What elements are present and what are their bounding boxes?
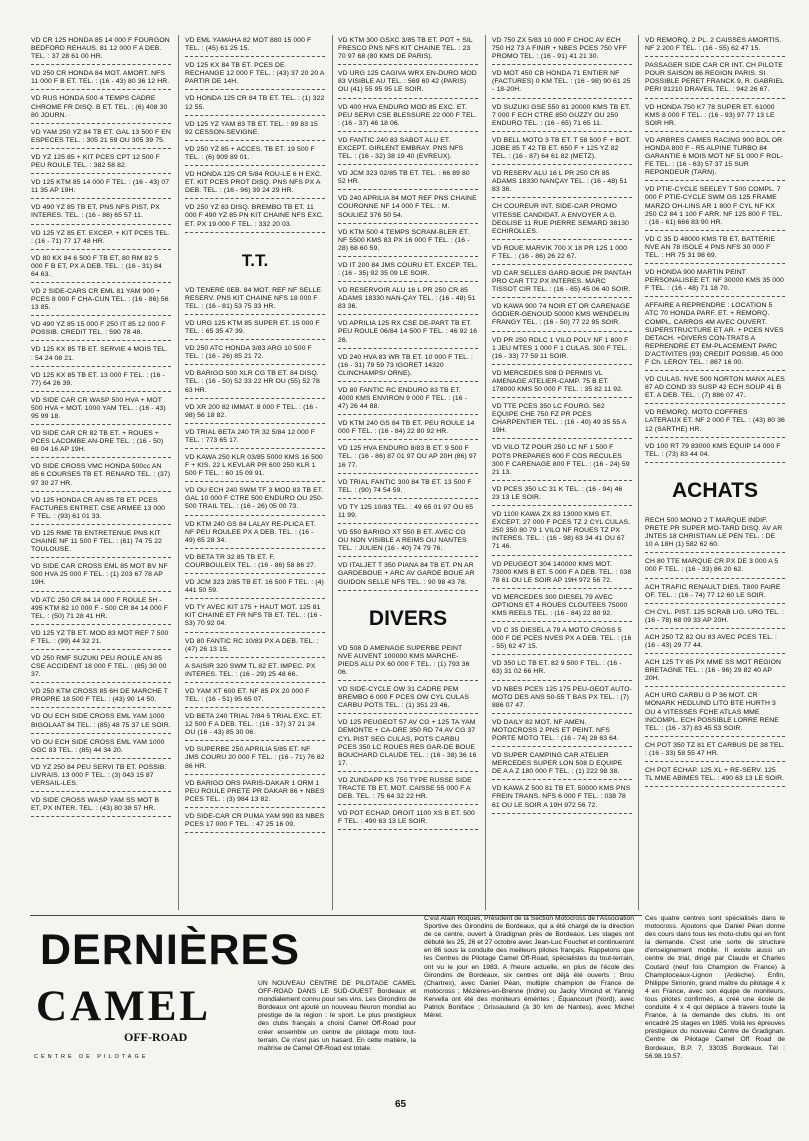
- classified-ad: VD 250 RMF SUZUKI PEU ROULE AN 85 CSE ACCIDENT 18 000 F TEL. : (85) 30 00 37.: [31, 653, 171, 683]
- section-heading: DIVERS: [368, 606, 448, 630]
- classified-ad: VD 125 KX 85 TB ET. SERVIE 4 MOIS TEL. : 54 24 08 21.: [31, 344, 171, 366]
- classified-ad: VD 80 FANTIC RC 10/83 PX A DEB. TEL. : (47) 26 13 15.: [185, 636, 325, 658]
- classified-ad: VD SIDE CAR CR WASP 500 HVA + MOT 500 HVA + MOT. 1000 YAM TEL. : (16 - 43) 95 99 18.: [31, 395, 171, 425]
- classified-ad: VD 125 PEUGEOT 57 AV CG + 125 TA YAM DEMONTE + CA-DRE 350 RD 74 AV CG 37 CYL PIST SEG CULAS, POTS CARBU PCES 350 LC ROUES RES GAR-DE BOUE BOUCHARD CLAUDE TEL. : (16 - 38) 36 16 17.: [338, 717, 478, 772]
- classified-ad: VD BARIGO ORS PARIS-DAKAR 1 ORM 1 PEU ROULE PRETE PR DAKAR 86 + NBES PCES TEL. : (3) 984 13 82.: [185, 778, 325, 808]
- classified-ad: VD APRILIA 125 RX CSE DE-PART TB ET. PEU ROULE 06/84 14 500 F TEL. : 46 92 16 26.: [338, 318, 478, 348]
- classified-ad: AFFAIRE A REPRENDRE : LOCATION 5 ATC 70 HONDA PARF. ET. + REMORQ. COMPL. CARROS 4M AVEC OUVERT. SUPERSTRUCTURE ET AR. + PCES NVES DETACH. +DIVERS CON-TRATS A REPRENDRE ET EM-PLACEMENT PARC D'ACTIVITES (93) CREDIT POSSIB. 45 000 F Ch. LEROY TEL. : 867 16 00.: [645, 300, 785, 371]
- classified-ad: CH POT 350 TZ 81 ET CARBUS DE 38 TEL. : (16 - 33) 58 55 47 HR.: [645, 740, 785, 762]
- classified-ad: ACH TRAFIC RENAULT DIES. T800 FAIRE OF. TEL. : (16 - 74) 77 12 60 LE SOIR.: [645, 582, 785, 604]
- camel-wordmark: CAMEL: [36, 983, 212, 1030]
- classified-ad: VD SUPER CAMPING CAR ATELIER MERCEDES SUPER LON 508 D EQUIPE DE A A Z 180 000 F TEL. : (1) 222 98 38.: [492, 750, 632, 780]
- divider: [178, 35, 179, 910]
- divider: [638, 35, 639, 910]
- classified-ad: VD YZ 250 84 PEU SERVI TB ET. POSSIB. LIVRAIS. 13 000 F TEL. : (3) 043 15 87 VERSAIL-LES.: [31, 762, 171, 792]
- classified-ad: VD YAM 250 YZ 84 TB ET. GAL 13 500 F EN ESPECES TEL. : 305 21 59 OU 305 39 75.: [31, 127, 171, 149]
- classified-ad: VD ARBRES CAMES RACING 900 BOL OR HONDA 800 F - R5 ALPINE TURBO 84 GARANTIE 6 MOIS MOT NF 51 000 F ROL-FE TEL. : (16 - 63) 57 37 15 SUR REPONDEUR (TARN).: [645, 135, 785, 181]
- classified-ad: VD PTIE-CYCLE SEELEY T 500 COMPL. 7 000 F PTIE-CYCLE SWM GS 125 FRAME MARZO OH-LINS AR 1 800 F CYL NF KX 250 C2 84 1 100 F ARR. NF 125 800 F TEL. : (16 - 61) 666 83 90 HR.: [645, 184, 785, 230]
- classified-ad: VD 550 BARIGO XT 550 B ET. AVEC CG OU NON VISIBLE A REIMS OU NANTES TEL. : JULIEN (16 - 40) 74 79 76.: [338, 527, 478, 557]
- classified-ad: VD TY AVEC KIT 175 + HAUT MOT. 125 81 KIT CHAINE ET FR NFS TB ET. TEL. : (16 - 53) 70 92 04.: [185, 602, 325, 632]
- classified-ad: VD CAR SELLES GARD-BOUE PR PANTAH PRO CAR TT2 PX INTERES. MARC TISSOT CIR TEL. : (16 - 65) 45 06 40 SOIR.: [492, 268, 632, 298]
- classified-ad: VD 2 SIDE-CARS CR EML 81 YAM 900 + PCES 8 000 F CHA-CUN TEL. : (16 - 86) 56 13 85.: [31, 286, 171, 316]
- classified-ad: A SAISIR 320 SWM TL 82 ET. IMPEC. PX INTERES. TEL. : (16 - 29) 25 48 66.: [185, 661, 325, 683]
- classified-ad: VD EML YAMAHA 82 MOT 880 15 000 F TEL. : (45) 61 25 15.: [185, 35, 325, 57]
- classified-ad: VD 125 YZ YAM 83 TB ET. TEL. : 99 83 15 92 CESSON-SEVIGNE.: [185, 119, 325, 141]
- classified-ad: VD SIDE-CAR CR PUMA YAM 990 83 NBES PCES 17 000 F TEL. : 47 25 16 09.: [185, 811, 325, 833]
- classified-ad: VD HONDA 900 MARTIN PEINT PERSONALISEE ET. NF 30000 KMS 35 000 F TEL. : (16 - 48) 71 18 70.: [645, 267, 785, 297]
- classified-ad: VD OU ECH SIDE CROSS EML YAM 1000 BIGOLAAT 84 TEL. : (85) 48 75 37 LE SOIR.: [31, 711, 171, 733]
- classified-ad: RECH 500 MONO 2 T MARQUE INDIF. PRETE PR SUPER MO-TARD DISQ. AV AR JNTES 18 CHRISTIAN LE PEN TEL. : DE 10 A 18H (1) 582 62 60.: [645, 515, 785, 553]
- classified-ad: VD 490 YZ 85 15 000 F 250 IT 85 12 000 F POSSIB. CREDIT TEL. : 590 78 48.: [31, 319, 171, 341]
- classified-ad: ACH 125 TY 85 PX MME SS MOT REGION BRETAGNE TEL. : (16 - 96) 29 82 40 AP 20H.: [645, 657, 785, 687]
- dernieres-right: Ces quatre centres sont spécialisés dans le motocross. Ajoutons que Daniel Péan donne des cours dans tous les moto-clubs qui en font la demande. C'est une sorte de structure d'enseignement mobile. Il existe aussi un centre de trial, dirigé par Claude et Charles Coutard (neuf fois Champion de France) à Champtoceaux-Lignon (Ardèche). Enfin, Philippe Simonin, grand maître du pilotage 4 x 4 en France, avec son équipe de moniteurs, tous pilotes confirmés, a créé une école de conduite 4 x 4 qui déplace à travers toute la France, à la demande des clubs. Ils ont encadré 25 stages en 1985. Voilà les épreuves prestigieux du nouveau Centre de Gradignan. Centre de Pilotage Camel Off Road de Bordeaux, B.P. 7, 33035 Bordeaux. Tél : 56.98.19.57.: [645, 915, 785, 1060]
- classified-ad: VD 508 D AMENAGE SUPERBE PEINT NVE AUVENT 100000 KMS MARCHE-PIEDS ALU PX 60 000 F TEL. : (1) 793 36 06.: [338, 643, 478, 681]
- classified-ad: VD BARIGO 500 XLR CG TB ET. 84 DISQ. TEL. : (16 - 50) 52 33 22 HR OU (55) 52 78 63 HR.: [185, 368, 325, 398]
- classified-ad: VD 240 HVA 83 WR TB ET. 10 000 F TEL. : (16 - 31) 79 59 73 IGORET 14320 CLINCHAMPS/ ORNE).: [338, 352, 478, 382]
- camel-logo: [30, 982, 245, 1067]
- classified-ad: VD KTM 240 GS 84 LALAY RE-PLICA ET. NF PEU ROULEE PX A DEB. TEL. : (16 - 49) 65 28 34.: [185, 519, 325, 549]
- classified-ad: VD YZ 125 85 + KIT PCES CPT 12 500 F PEU ROULE TEL. : 382 58 82.: [31, 152, 171, 174]
- classified-ad: ACH 250 TZ 82 OU 83 AVEC PCES TEL. : (16 - 43) 29 77 44.: [645, 632, 785, 654]
- classified-ad: VD RESERVOIR ALU 16 L PR 250 CR 85 ADAMS 18330 NAN-ÇAY TEL. : (16 - 48) 51 83 36.: [338, 285, 478, 315]
- classified-ad: VD PEUGEOT 304 140000 KMS MOT. 73000 KMS B ET. 5 000 F A DEB. TEL. : 038 78 61 OU LE SOIR AP 19H 972 56 72.: [492, 559, 632, 589]
- logo-sub: OFF-ROAD: [124, 1030, 188, 1044]
- classified-ad: VD CULAS. NVE 500 NORTON MANX ALES 87 AD COND 33 SUSP 42 ECH SOUP 41 B ET. A DEB. TEL. : (7) 886 07 47.: [645, 374, 785, 404]
- classified-ad: VD PR 250 RDLC 1 VILO POLY NF 1 800 F 1 JEU MTES 1 000 F 1 CULAS. 300 F TEL. : (16 - 33) 77 59 11 SOIR.: [492, 335, 632, 365]
- classified-ad: VD TENERE 0EB. 84 MOT. REF NF SELLE RESERV. PNS KIT CHAINE NFS 18 000 F TEL. : (16 - 81) 53 75 33 HR.: [185, 285, 325, 315]
- classified-ad: VD JCM 323 2/85 TB ET. 16 500 F TEL. : (4) 441 50 59.: [185, 577, 325, 599]
- classified-ad: VD ATC 250 CR 84 14 000 F ROULE 5H - 495 KTM 82 10 000 F - 500 CR 84 14 000 F TEL. : (50) 71 28 41 HR.: [31, 595, 171, 625]
- classified-ad: VD BETA TR 32 85 TB ET. F, COURBOULEIX TEL. : (16 - 86) 58 86 27.: [185, 552, 325, 574]
- classified-ad: VD ITALJET T 350 PIANA 84 TB ET. PN AR GARDEBOUE + ARC AV GARDE BOUE AR GUIDON SELLE NFS TEL. : 90 98 43 78.: [338, 560, 478, 590]
- classified-ad: VD BELL MOTO 3 TB ET. T 58 500 F + BOT. JOBE 85 T 42 TB ET. 650 F + 125 YZ 82 TEL. : (16 - 87) 64 61 82 (METZ).: [492, 135, 632, 165]
- classified-ad: VD 80 FANTIC RC ENDURO 83 TB ET. 4000 KMS ENVIRON 9 000 F TEL. : (16 - 47) 26 44 88.: [338, 385, 478, 415]
- classified-ad: VD KTM 500 4 TEMPS SCRAM-BLER ET. NF 5500 KMS 83 PX 16 000 F TEL. : (16 - 28) 68 60 59.: [338, 227, 478, 257]
- classified-ad: VD TRIAL BETA 240 TR 32 5/84 12 000 F TEL. : 773 65 17.: [185, 427, 325, 449]
- classified-ad: VD URG 125 KTM 85 SUPER ET. 15 000 F TEL. : 65 35 47 39.: [185, 318, 325, 340]
- classified-ad: VD ROUE MARVIK 700 X 18 PR 125 1 000 F TEL. : (16 - 86) 26 22 67.: [492, 243, 632, 265]
- classified-ad: VD CR 125 HONDA 85 14 000 F FOURGON BEDFORD REHAUS. 81 12 000 F A DEB. TEL. : 37 28 61 00 HR.: [31, 35, 171, 65]
- divider: [332, 35, 333, 910]
- classified-ad: VD 125 KX 85 TB ET. 13 000 F TEL. : (16 - 77) 64 26 39.: [31, 370, 171, 392]
- col-2: [185, 35, 325, 836]
- classified-ad: VD RESERV ALU 16 L PR 250 CR 85 ADAMS 18330 NANÇAY TEL. : (16 - 48) 51 83 36.: [492, 168, 632, 198]
- classified-ad: VD C 35 D 48000 KMS TB ET. BATTERIE NVE AN 78 ISOLE 4 PNS NFS 30 000 F TEL. : HR 75 31 98 69.: [645, 234, 785, 264]
- classified-ad: VD 490 YZ 85 TB ET, PNS NFS PIST, PX INTERES. TEL. : (16 - 86) 65 57 11.: [31, 202, 171, 224]
- classified-ad: VD 350 LC TB ET. 82 9 500 F TEL. : (16 - 63) 31 02 66 HR.: [492, 658, 632, 680]
- classified-ad: VD MERCEDES 300 DIESEL 79 AVEC OPTIONS ET 4 ROUES CLOUTEES 75000 KMS REELS TEL. : (16 - 84) 22 80 92.: [492, 592, 632, 622]
- classified-ad: VD PCES 350 LC 31 K TEL. : (16 - 94) 46 23 13 LE SOIR.: [492, 484, 632, 506]
- classified-ad: PASSAGER SIDE CAR CR INT. CH PILOTE POUR SAISON 86 REGION PARIS. SI POSSIBLE PERET FRANCK 9, R. GABRIEL PERI 91210 DRAVEIL TEL. : 942 26 67.: [645, 60, 785, 98]
- divider: [485, 35, 486, 910]
- classified-ad: VD 240 APRILIA 84 MOT REF PNS CHAINE COURONNE NF 14 000 F TEL. : M. SOULIEZ 376 50 54.: [338, 193, 478, 223]
- classified-ad: VD 125 YZ TB ET. MOD 83 MOT REF 7 500 F TEL. : (99) 44 32 21.: [31, 628, 171, 650]
- classified-ad: CH CYL. PIST. 125 SCRAB LIG. URG TEL. : (16 - 78) 68 09 33 AP 20H.: [645, 607, 785, 629]
- classified-ad: VD 250 YZ 85 + ACCES. TB ET. 19 500 F TEL. : (6) 909 89 01.: [185, 144, 325, 166]
- dernieres-middle: C'est Alain Roques, Président de la Section Motocross de l'Association Sportive des Girondins de Bordeaux, qui a été chargé de la direction de ce centre, ouvert à Gradignan près de Bordeaux. Les stages ont débuté les 25, 26 et 27 octobre avec Jean-Luc Fouchet et continueront en 86 sous la conduite des meilleurs pilotes français. Rappelons que les Centres de Pilotage Camel Off-Road, spécialistes du tout-terrain, ont vu le jour en 1983. A l'heure actuelle, en plus de l'école des Girondins de Bordeaux, six centres ont déjà été ouverts : Brou (Chartres), avec Daniel Péan, multiple champion de France de motocross ; Mézières-en-Brenne (Indre) ou Jacky Vimond et Yannig Kervella ont été des moniteurs émérites ; Équancourt (Nord), avec Patrick Boniface ; Grissauland (à 30 km de Nantes), avec Michel Mérel.: [424, 915, 634, 1020]
- classified-ad: VD VILO TZ POUR 250 LC NF 1 500 F POTS PREPARES 600 F COS RECULES 300 F CARENAGE 800 F TEL. : (16 - 24) 59 21 13.: [492, 442, 632, 480]
- classified-ad: VD SIDE-CYCLE OW 31 CADRE PEM BREMBO 6 000 F PCES OW CYL CULAS CARBU POTS TEL. : (1) 351 23 46.: [338, 684, 478, 714]
- classified-ad: VD URG 125 CAGIVA WRX EN-DURO MOD 83 VISIBLE AU TEL. : 569 60 42 (PARIS) OU (41) 55 95 95 LE SOIR.: [338, 68, 478, 98]
- classified-ad: VD 125 KX 84 TB ET. PCES DE RECHANGE 12 000 F TEL. : (43) 37 20 20 A PARTIR DE 14H.: [185, 60, 325, 90]
- classified-ad: VD XR 200 82 IMMAT. 8 000 F TEL. : (16 - 98) 56 18 82.: [185, 402, 325, 424]
- classified-ad: VD POT ECHAP. DROIT 1100 XS B ET. 500 F TEL. : 490 63 13 LE SOIR.: [338, 808, 478, 830]
- classified-ad: VD KTM 300 GSXC 3/85 TB ET. POT + SIL FRESCO PNS NFS KIT CHAINE TEL. : 23 70 97 68 (80 KMS DE PARIS).: [338, 35, 478, 65]
- classified-ad: CH 80 TTE MARQUE CR PX DE 3 000 A 5 000 F TEL. : (16 - 33) 86 20 62.: [645, 556, 785, 578]
- classified-ad: VD 250 KTM CROSS 85 6H DE MARCHE T PROPRE 18 500 F TEL. : (43) 90 14 50.: [31, 686, 171, 708]
- classified-ad: VD 250 ATC HONDA 3/83 ARG 10 500 F TEL. : (16 - 26) 85 21 72.: [185, 343, 325, 365]
- dernieres-title: DERNIÈRES: [40, 926, 300, 974]
- classified-ad: VD MERCEDES 508 D PERMIS VL AMENAGE ATELIER-CAMP. 75 B ET. 178000 KMS 50 000 F TEL. : 35 82 11 92.: [492, 368, 632, 398]
- classified-ad: VD MOT 450 CB HONDA 71 ENTIER NF (FACTURES) 0 KM TEL. : (16 - 98) 90 61 25 - 18-20H.: [492, 68, 632, 98]
- col-5: [645, 35, 785, 790]
- classified-ad: CH COUREUR INT. SIDE-CAR PROMO VITESSE CANDIDAT. A ENVOYER A G. DEGLISE 11 RUE PIERRE SEMARD 38130 ECHIROLLES.: [492, 201, 632, 239]
- classified-ad: VD 1100 KAWA ZX 83 13000 KMS ET. EXCEPT. 27 000 F PCES TZ 2 CYL CULAS. 250 350 80 79 1 VILO NF ROUES TZ PX INTERES. TEL. : (16 - 98) 63 34 41 OU 67 71 46.: [492, 509, 632, 555]
- col-4: [492, 35, 632, 817]
- classified-ad: VD NBES PCES 125 175 PEU-GEOT AUTO-MOTO DES ANS 50-55 T BAS PX TEL. : (7) 886 07 47.: [492, 684, 632, 714]
- classified-ad: VD OU ECH SIDE CROSS EML YAM 1000 GGC 83 TEL. : (85) 44 34 20.: [31, 737, 171, 759]
- classified-ad: VD KAWA 250 KLR 03/85 5000 KMS 16 500 F + KIS. 22 L KEVLAR PR 600 250 KLR 1 500 F TEL. : 60 15 09 91.: [185, 452, 325, 482]
- classified-ad: VD ZUNDAPP KS 750 TYPE RUSSE SIDE TRACTE TB ET. MOT. CAISSE 55 000 F A DEB. TEL. : 75 64 32 22 HR.: [338, 775, 478, 805]
- classified-ad: VD DAILY 82 MOT. NF AMEN. MOTOCROSS 2 PNS ET PEINT. NFS PORTE MOTO TEL. : (16 - 74) 28 63 64.: [492, 717, 632, 747]
- classified-ad: VD 80 KX 84 6 500 F TB ET, 80 RM 82 5 000 F B ET, PX A DEB. TEL. : (16 - 31) 84 64 63.: [31, 253, 171, 283]
- classified-ad: VD KAWA Z 500 81 TB ET. 50000 KMS PNS FREIN TRANS. NFS 6 000 F TEL. : 038 78 61 OU LE SOIR A 19H 972 56 72.: [492, 783, 632, 813]
- classified-ad: VD HONDA 125 CR 84 TB ET. TEL. : (1) 322 12 55.: [185, 93, 325, 115]
- classified-ad: VD SIDE CAR CROSS EML 85 MOT BV NF 500 HVA 25 000 F TEL. : (1) 203 67 78 AP 19H.: [31, 561, 171, 591]
- classified-ad: VD 250 YZ 83 DISQ. BREMBO TB ET. 11 000 F 490 YZ 85 PN KIT CHAINE NFS EXC. ET. PX 19 000 F TEL. : 332 20 03.: [185, 202, 325, 232]
- col-3: [338, 35, 478, 833]
- dernieres-intro: UN NOUVEAU CENTRE DE PILOTAGE CAMEL OFF-ROAD DANS LE SUD-OUEST Bordeaux et mondialement connu pour ses vins. Les Girondins de Bordeaux ont ajouté un nouveau fleuron mondial au prestige de la région : le sport. Le plus prestigieux des clubs français a choisi Camel Off-Road pour créer ensemble un centre de pilotage moto tout-terrain. Ce n'est pas un hasard. En cette matière, la maîtrise de Camel Off-Road est totale.: [258, 980, 416, 1052]
- page-number: 65: [395, 1099, 407, 1110]
- classified-ad: VD SUPERBE 250 APRILIA 5/85 ET. NF JMS COURU 20 000 F TEL. : (16 - 71) 76 62 86 HR.: [185, 744, 325, 774]
- classified-ad: VD FANTIC 240 83 SABOT ALU ET. EXCEPT. GIRLENT EMBRAY. PNS NFS TEL. : (16 - 32) 38 19 40 (EVREUX).: [338, 135, 478, 165]
- classified-ad: VD 100 RT 79 83000 KMS EQUIP 14 000 F TEL. : (73) 83 44 04.: [645, 441, 785, 463]
- classified-ad: VD HONDA 125 CR 5/84 ROU-LE 6 H EXC. ET. KIT PCES PROT DISQ. PNS NFS PX A DEB. TEL. : (16 - 96) 39 24 29 HR.: [185, 169, 325, 199]
- classified-ad: CH POT ECHAP. 125 XL + RE-SERV. 125 TL MME ABIMES TEL. : 490 63 13 LE SOIR.: [645, 765, 785, 787]
- classified-ad: VD IT 200 84 JMS COURU ET. EXCEP. TEL. : (16 - 35) 92 35 09 LE SOIR.: [338, 260, 478, 282]
- classified-ad: VD TRIAL FANTIC 300 84 TB ET. 13 500 F TEL. : (90) 74 54 59.: [338, 477, 478, 499]
- classified-ad: ACH URG CARBU G P 36 MOT. CR MONARK HEDLUND LITO BTE HURTH 3 OU 4 VITESSES FCHE ATLAS MME INCOMPL. ECH POSSIBLE LORRE RENE TEL. : (16 - 37) 83 45 53 SOIR.: [645, 690, 785, 736]
- logo-tag: CENTRE DE PILOTAGE: [34, 1054, 149, 1060]
- classified-ad: VD HONDA 750 K7 78 SUPER ET. 61000 KMS 8 000 F TEL. : (16 - 93) 97 77 13 LE SOIR HR.: [645, 102, 785, 132]
- classified-ad: VD 125 HVA ENDURO 8/83 B ET. 9 500 F TEL. : (16 - 86) 87 01 97 OU AP 20H (86) 97 16 77.: [338, 443, 478, 473]
- classified-ad: VD SIDE CROSS WASP YAM SS MOT B ET, PX INTER. TEL. : (43) 80 38 57 HR.: [31, 795, 171, 817]
- classified-ad: VD KAWA 900 74 NOIR ET OR CARENAGE GODIER-GENOUD 50000 KMS WENDELIN FRANGY TEL. : (16 - 50) 77 22 95 SOIR.: [492, 301, 632, 331]
- classified-ad: VD SUZUKI GSE 550 81 20000 KMS TB ET. 7 000 F ECH CTRE 850 GUZZY OU 250 ENDURO TEL. : (16 - 65) 71 65 11.: [492, 102, 632, 132]
- classified-ad: VD SIDE CAR CR 82 TB ET. + ROUES + PCES LACOMBE AN-DRE TEL. : (16 - 50) 69 04 16 AP 19H.: [31, 428, 171, 458]
- classified-ad: VD 125 RME TB ENTRETENUE PNS KIT CHAINE NF 11 500 F TEL. : (61) 74 75 22 TOULOUSE.: [31, 528, 171, 558]
- classified-ad: VD BETA 240 TRIAL 7/84 5 TRIAL EXC. ET. 12 500 F A DEB. TEL. : (16 - 37) 37 21 24 OU (16 - 43) 85 30 06.: [185, 711, 325, 741]
- classified-ad: VD TTE PCES 350 LC FOURG. 562 EQUIPE CHE 750 FZ PR PCES CHARPENTIER TEL. : (16 - 40) 49 35 55 A 19H.: [492, 401, 632, 439]
- classified-ad: VD 125 HONDA CR AN 85 TB ET. PCES FACTURES ENTRET. CSE ARMEE 13 000 F TEL. : (93) 61 01 33.: [31, 495, 171, 525]
- classified-ad: VD 400 HVA ENDURO MOD 85 EXC. ET. PEU SERVI CSE BLESSURE 22 000 F TEL. : (16 - 37) 46 18 06.: [338, 102, 478, 132]
- classified-ad: VD REMORQ. MOTO COFFRES LATERAUX ET. NF 2 000 F TEL. : (43) 80 36 12 (SARTHE) HR.: [645, 407, 785, 437]
- section-heading: T.T.: [241, 250, 269, 270]
- classified-ad: VD OU ECH 240 SWM TF 3 MOD 83 TB ET. GAL 10 000 F CTRE 500 ENDURO OU 250-500 TRAIL TEL. : (16 - 26) 05 00 73.: [185, 485, 325, 515]
- col-1: [31, 35, 171, 820]
- classified-ad: VD 250 CR HONDA 84 MOT. AMORT. NFS 11 000 F B ET. TEL. : (16 - 43) 80 36 12 HR.: [31, 68, 171, 90]
- classified-ad: VD REMORQ. 2 PL. 2 CAISSES AMORTIS. NF 2 200 F TEL. : (16 - 55) 62 47 15.: [645, 35, 785, 57]
- classified-ad: VD SIDE CROSS VMC HONDA 500cc AN 85 6 COURSES TB ET. RENARD TEL. : (37) 97 30 27 HR.: [31, 461, 171, 491]
- classified-ad: VD JCM 323 02/85 TB ET. TEL. : 66 89 80 52 HR.: [338, 168, 478, 190]
- classified-ad: VD YAM XT 600 ET. NF 85 PX 20 000 F TEL. : (16 - 51) 95 65 07.: [185, 686, 325, 708]
- classified-ad: VD 125 KTM 85 14 000 F TEL. : (16 - 43) 07 11 35 AP 19H.: [31, 177, 171, 199]
- classified-ad: VD TY 125 10/83 TEL. : 49 65 01 97 OU 65 11 99.: [338, 502, 478, 524]
- classified-ad: VD RUS HONDA 500 4 TEMPS CADRE CHROME FR DISQ. B ET. TEL. : (6) 408 30 80 JOURN.: [31, 93, 171, 123]
- classified-ad: VD KTM 240 GS 84 TB ET. PEU ROULE 14 000 F TEL. : (16 - 84) 22 80 92 HR.: [338, 418, 478, 440]
- section-heading: ACHATS: [672, 478, 758, 502]
- classified-ad: VD 750 ZX 5/83 10 000 F CHOC AV ECH 750 H2 73 A FINIR + NBES PCES 750 VFF PROMO TEL. : (16 - 91) 41 21 30.: [492, 35, 632, 65]
- classified-ad: VD 125 YZ 85 ET. EXCEP. + KIT PCES TEL. : (16 - 71) 77 17 48 HR.: [31, 228, 171, 250]
- classified-ad: VD C 35 DIESEL A 79 A MOTO CROSS 5 000 F DE PCES NVES PX A DEB. TEL. : (16 - 55) 62 47 15.: [492, 625, 632, 655]
